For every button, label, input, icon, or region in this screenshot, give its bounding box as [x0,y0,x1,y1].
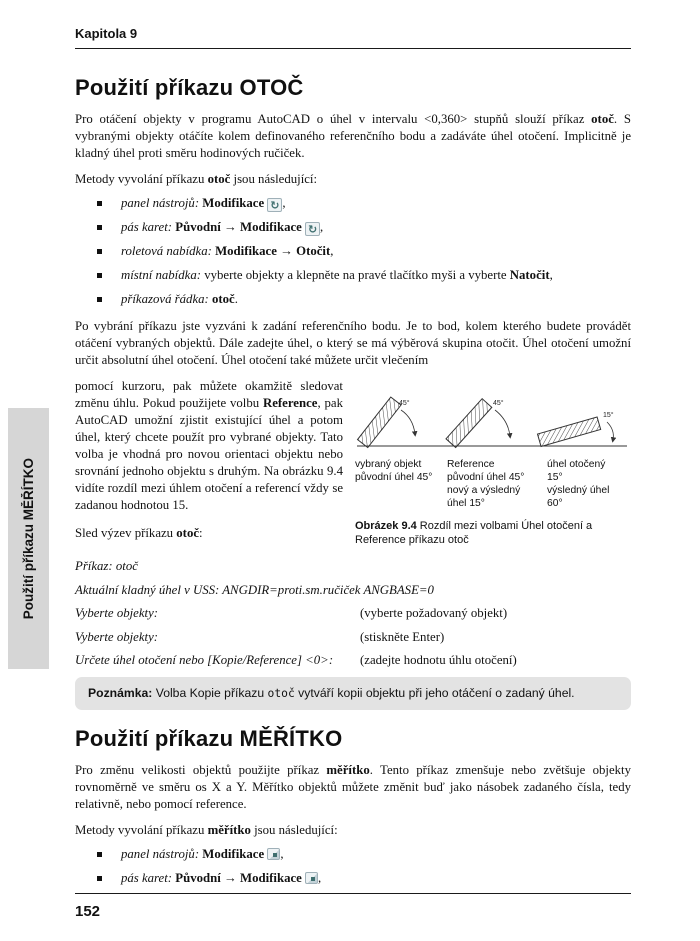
figure-label-line: 60° [547,498,563,509]
prompt-hint: (stiskněte Enter) [360,629,445,644]
prompt-line [75,583,631,598]
paragraph-meritko-intro [75,762,631,813]
paragraph-meritko-methods-lead [75,822,631,839]
text-segment: otoč [211,292,235,306]
figure-label-line: vybraný objekt [355,459,422,470]
paragraph-otoc-detail-narrow [75,378,343,514]
chapter-title: Kapitola 9 [75,26,138,41]
prompt-hint: (zadejte hodnotu úhlu otočení) [360,653,517,667]
square-bullet-icon [97,852,102,857]
text-segment: příkazu [220,685,268,700]
text-segment: otoč [207,172,231,186]
text-segment: Metody vyvolání příkazu [75,172,208,186]
text-segment: pomocí kurzoru, pak můžete okamžitě sledovat změnu úhlu. Pokud použijete volbu [75,379,343,410]
text-segment: panel nástrojů: [121,196,203,210]
figure-caption-text: Rozdíl mezi volbami Úhel otočení a Reference příkazu otoč [355,520,593,546]
text-segment: . Tento příkaz zmenšuje nebo zvětšuje objekty rovnoměrně ve směru os X a Y. Měřítko objektů můžete změnit buď jako násobek zadaného čísla, tedy relativně, nebo pomocí reference. [75,762,631,811]
text-segment: vytváří kopii objektu při jeho otáčení o zadaný úhel. [294,685,575,700]
list-item [97,243,631,260]
prompt-text: Aktuální kladný úhel v USS: ANGDIR=proti.sm.ručiček ANGBASE=0 [75,582,434,597]
text-segment: Natočit [509,268,550,282]
text-segment: Modifikace [202,846,268,861]
figure-label-right [547,458,627,510]
figure-label-line: úhel otočený [547,459,606,470]
list-item-text [121,243,333,260]
prompt-text: Příkaz: otoč [75,559,138,573]
text-segment: Volba [155,685,190,700]
text-segment: panel nástrojů: [121,846,203,861]
otoc-method-list [75,195,631,308]
angle-label: 45° [399,400,410,407]
figure-label-line: úhel 15° [447,498,485,509]
text-segment: → [276,244,297,258]
text-segment: otoč [591,112,614,126]
angle-arc-left [401,410,415,434]
text-segment: . [234,292,238,306]
text-segment: , pak AutoCAD umožní zjistit existující úhel a potom úhel, který chcete použít pro vybrané objekty. Tato volba je vhodná pro novou orientaci objektu nebo srovnání jednoho objektu s druhým. Na obrázku 9.4 vidíte rozdíl mezi úhlem otočení a referencí vždy se zadanou hodnotou 15. [75,396,343,512]
text-segment: : [199,526,203,540]
prompt-line [75,559,631,574]
rotate-icon [267,198,282,212]
text-segment: Pro změnu velikosti objektů použijte příkaz [75,762,327,777]
figure-label-line: výsledný úhel [547,485,610,496]
text-segment: Reference [263,396,318,410]
text-segment: otoč [176,526,200,540]
text-segment: Modifikace [240,870,306,885]
scale-icon [305,872,318,884]
square-bullet-icon [97,249,102,254]
text-segment: Po vybrání příkazu jste vyzváni k zadání referenčního bodu. Je to bod, kolem kterého budete provádět otáčení vybraných objektů. Dále zadejte úhel, o který se má výběrová skupina otočit. Úhel otočení umožní určit absolutní úhel otočení. Úhel otočení také můžete určit vlečením [75,319,631,367]
rotate-icon [305,222,320,236]
hatched-object-reference-middle [446,399,492,448]
paragraph-otoc-detail-wide [75,318,631,369]
figure-9-4 [355,378,631,551]
text-segment: vyberte objekty a klepněte na pravé tlačítko myši a vyberte [204,268,510,282]
chapter-header [75,26,631,49]
prompt-text: Vyberte objekty: [75,606,159,620]
prompt-line [75,630,631,645]
square-bullet-icon [97,297,102,302]
rotation-diagram [355,378,631,456]
text-segment: měřítko [207,822,251,837]
figure-label-line: původní úhel 45° [447,472,525,483]
text-segment: Modifikace [240,220,306,234]
text-segment: příkazová řádka: [121,292,212,306]
paragraph-otoc-methods-lead [75,171,631,188]
text-and-figure-row [75,378,631,551]
text-segment: Metody vyvolání příkazu [75,822,208,837]
text-segment: Otočit [296,244,331,258]
text-segment: . S vybranými objekty otáčíte kolem definovaného referenčního bodu a zadáváte úhel otočení. Implicitně je kladný úhel proti směru hodinových ručiček. [75,112,631,160]
square-bullet-icon [97,225,102,230]
page-footer [75,893,631,920]
text-segment: , [320,220,324,234]
prompt-text: Vyberte objekty: [75,629,159,644]
text-segment: Modifikace [202,196,268,210]
figure-label-left [355,458,447,510]
square-bullet-icon [97,201,102,206]
figure-caption [355,519,631,547]
paragraph-prompt-sequence-lead [75,525,343,542]
square-bullet-icon [97,273,102,278]
text-segment: Kopie [189,685,221,700]
list-item [97,195,631,212]
scale-icon [267,848,280,860]
text-segment: → [220,220,240,234]
text-segment: , [549,268,553,282]
list-item [97,291,631,308]
list-item [97,846,631,863]
text-segment: , [282,196,286,210]
page-number: 152 [75,903,101,920]
text-segment: → [220,870,240,885]
command-prompt-sequence [75,559,631,668]
figure-label-middle [447,458,547,510]
text-segment: Sled výzev příkazu [75,526,177,540]
text-segment: pás karet: [121,220,176,234]
angle-arc-right [607,422,613,440]
meritko-method-list [75,846,631,887]
list-item-text [121,291,238,308]
prompt-line [75,606,631,621]
text-segment: , [280,846,284,861]
prompt-text: Určete úhel otočení nebo [Kopie/Reference] <0>: [75,653,334,667]
text-segment: Původní [175,870,221,885]
text-segment: , [330,244,334,258]
text-segment: jsou následující: [230,172,318,186]
list-item [97,267,631,284]
paragraph-otoc-intro [75,111,631,162]
list-item-text [121,267,553,284]
figure-label-line: Reference [447,459,495,470]
text-segment: Původní [175,220,221,234]
list-item-text [121,870,321,887]
sidebar-section-tab [8,408,49,669]
list-item [97,219,631,236]
text-segment: místní nabídka: [121,268,205,282]
list-item-text [121,219,323,236]
angle-arc-middle [495,410,510,436]
text-segment: jsou následující: [250,822,338,837]
book-page [75,26,631,897]
figure-label-line: nový a výsledný [447,485,521,496]
text-segment: měřítko [326,762,370,777]
hatched-object-rotated-right [537,417,600,447]
angle-label: 45° [493,400,504,407]
text-segment: Poznámka: [88,685,156,700]
text-segment: pás karet: [121,870,176,885]
text-segment: roletová nabídka: [121,244,216,258]
sidebar-label: Použití příkazu MĚŘÍTKO [21,457,36,620]
narrow-text-column [75,378,343,551]
text-segment: , [318,870,322,885]
figure-label-line: původní úhel 45° [355,472,433,483]
angle-label: 15° [603,412,614,419]
note-box [75,677,631,710]
figure-caption-number: Obrázek 9.4 [355,520,417,532]
prompt-line [75,653,631,668]
text-segment: Pro otáčení objekty v programu AutoCAD o úhel v intervalu <0,360> stupňů slouží příkaz [75,112,592,126]
figure-annotations [355,458,631,510]
section-title-meritko: Použití příkazu MĚŘÍTKO [75,725,343,751]
list-item-text [121,195,286,212]
square-bullet-icon [97,876,102,881]
figure-label-line: 15° [547,472,563,483]
section-title-otoc: Použití příkazu OTOČ [75,75,304,100]
prompt-hint: (vyberte požadovaný objekt) [360,606,508,620]
text-segment: otoč [267,686,295,700]
hatched-object-original-left [358,397,401,448]
text-segment: Modifikace [215,244,277,258]
list-item-text [121,846,284,863]
list-item [97,870,631,887]
